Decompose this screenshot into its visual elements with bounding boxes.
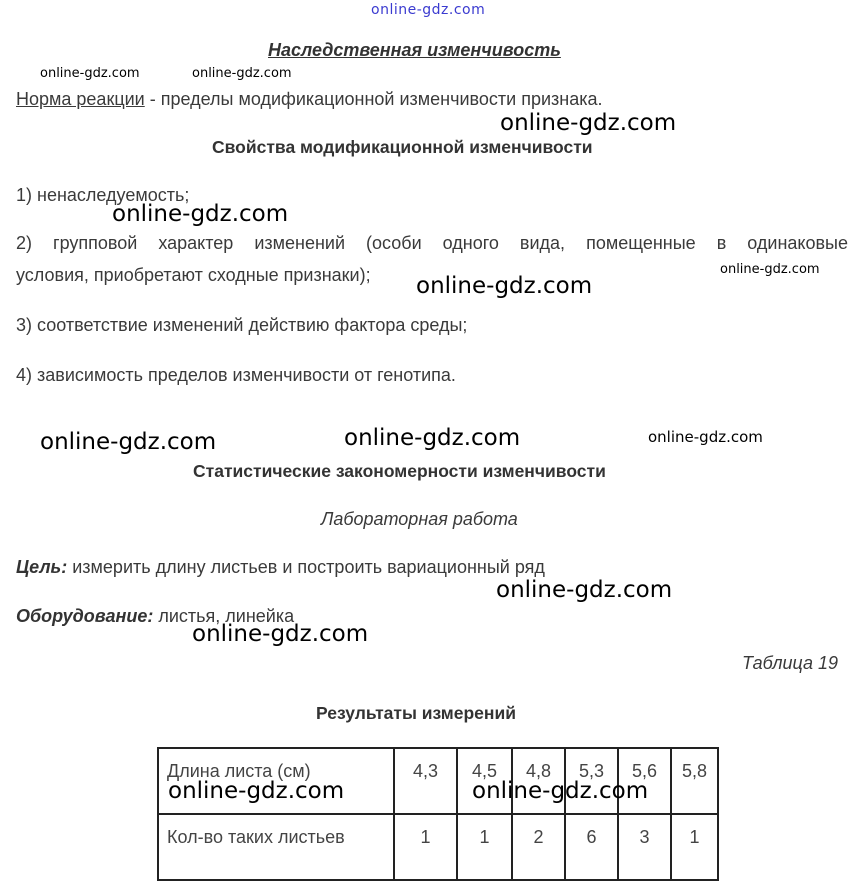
goal-line	[16, 557, 545, 578]
property-item: 3) соответствие изменений действию фактора среды;	[16, 315, 468, 335]
table-cell: 5,8	[671, 748, 718, 814]
stats-heading: Статистические закономерности изменчивости	[193, 461, 606, 481]
watermark: online-gdz.com	[720, 262, 820, 277]
equipment-label: Оборудование:	[16, 606, 154, 626]
watermark: online-gdz.com	[416, 273, 593, 299]
property-item-continued: условия, приобретают сходные признаки);	[16, 265, 371, 285]
watermark: online-gdz.com	[344, 425, 521, 451]
table-cell: 5,6	[618, 748, 671, 814]
watermark: online-gdz.com	[40, 429, 217, 455]
table-cell: 4,8	[512, 748, 565, 814]
table-cell: 5,3	[565, 748, 618, 814]
property-item: 4) зависимость пределов изменчивости от генотипа.	[16, 365, 456, 385]
table-cell-label: Длина листа (см)	[158, 748, 394, 814]
watermark: online-gdz.com	[40, 66, 140, 81]
watermark: online-gdz.com	[496, 577, 673, 603]
table-cell: 1	[394, 814, 457, 880]
properties-heading: Свойства модификационной изменчивости	[212, 137, 593, 157]
table-cell: 4,5	[457, 748, 512, 814]
watermark: online-gdz.com	[112, 201, 289, 227]
watermark: online-gdz.com	[192, 621, 369, 647]
watermark: online-gdz.com	[648, 428, 763, 446]
table-cell: 1	[457, 814, 512, 880]
results-table	[157, 747, 719, 881]
watermark: online-gdz.com	[192, 66, 292, 81]
goal-label: Цель:	[16, 557, 68, 577]
table-cell: 2	[512, 814, 565, 880]
table-cell: 3	[618, 814, 671, 880]
definition-term: Норма реакции	[16, 89, 145, 109]
table-cell: 4,3	[394, 748, 457, 814]
table-title: Результаты измерений	[316, 703, 516, 723]
property-item: 2) групповой характер изменений (особи одного вида, помещенные в одинаковые	[16, 233, 848, 253]
property-item: 1) ненаследуемость;	[16, 185, 190, 205]
table-row	[158, 814, 718, 880]
table-cell-label: Кол-во таких листьев	[158, 814, 394, 880]
table-cell: 6	[565, 814, 618, 880]
definition-line	[16, 89, 603, 110]
watermark: online-gdz.com	[168, 778, 345, 804]
table-cell: 1	[671, 814, 718, 880]
page-title: Наследственная изменчивость	[268, 40, 561, 60]
site-header-watermark: online-gdz.com	[371, 2, 486, 18]
watermark: online-gdz.com	[472, 778, 649, 804]
definition-text: - пределы модификационной изменчивости признака.	[144, 89, 603, 109]
watermark: online-gdz.com	[500, 110, 677, 136]
equipment-text: листья, линейка	[153, 606, 295, 626]
lab-title: Лабораторная работа	[321, 509, 518, 529]
goal-text: измерить длину листьев и построить вариационный ряд	[67, 557, 545, 577]
table-number: Таблица 19	[742, 653, 839, 673]
